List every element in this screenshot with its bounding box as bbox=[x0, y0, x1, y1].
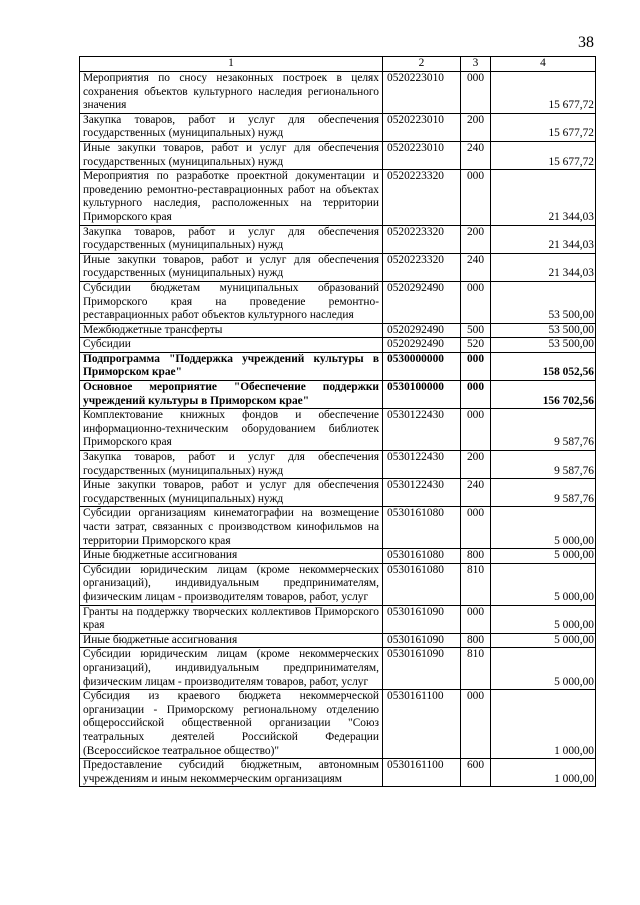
table-row bbox=[80, 352, 596, 380]
row-amount: 53 500,00 bbox=[491, 338, 596, 353]
row-code: 0520223320 bbox=[383, 225, 461, 253]
page-number: 38 bbox=[578, 34, 594, 51]
row-type: 800 bbox=[461, 633, 491, 648]
table-row bbox=[80, 507, 596, 549]
table-row bbox=[80, 253, 596, 281]
table-row bbox=[80, 451, 596, 479]
row-description: Субсидии бюджетам муниципальных образований Приморского края на проведение ремонтно-реставрационных работ объектов культурного наследия bbox=[80, 281, 383, 323]
row-code: 0530161080 bbox=[383, 563, 461, 605]
row-amount: 1 000,00 bbox=[491, 690, 596, 759]
row-code: 0530122430 bbox=[383, 409, 461, 451]
table-row bbox=[80, 281, 596, 323]
row-type: 000 bbox=[461, 72, 491, 114]
row-amount: 158 052,56 bbox=[491, 352, 596, 380]
table-row bbox=[80, 479, 596, 507]
row-code: 0530161090 bbox=[383, 633, 461, 648]
header-row bbox=[80, 57, 596, 72]
row-type: 000 bbox=[461, 605, 491, 633]
table-row bbox=[80, 759, 596, 787]
row-code: 0530000000 bbox=[383, 352, 461, 380]
row-code: 0520223320 bbox=[383, 170, 461, 225]
row-description: Основное мероприятие "Обеспечение поддержки учреждений культуры в Приморском крае" bbox=[80, 381, 383, 409]
row-amount: 5 000,00 bbox=[491, 605, 596, 633]
row-type: 810 bbox=[461, 563, 491, 605]
row-code: 0520292490 bbox=[383, 338, 461, 353]
row-amount: 9 587,76 bbox=[491, 409, 596, 451]
row-type: 810 bbox=[461, 648, 491, 690]
row-type: 800 bbox=[461, 549, 491, 564]
row-code: 0520292490 bbox=[383, 323, 461, 338]
row-amount: 5 000,00 bbox=[491, 563, 596, 605]
row-type: 240 bbox=[461, 253, 491, 281]
table-row bbox=[80, 323, 596, 338]
row-description: Субсидии юридическим лицам (кроме некоммерческих организаций), индивидуальным предпринимателям, физическим лицам - производителям товаров, работ, услуг bbox=[80, 648, 383, 690]
row-amount: 15 677,72 bbox=[491, 141, 596, 169]
header-col-4: 4 bbox=[491, 57, 596, 72]
row-description: Субсидия из краевого бюджета некоммерческой организации - Приморскому региональному отделению общероссийской общественной организации "Союз театральных деятелей Российской Федерации (Всероссийское театральное общество)" bbox=[80, 690, 383, 759]
row-type: 200 bbox=[461, 225, 491, 253]
row-type: 520 bbox=[461, 338, 491, 353]
row-description: Межбюджетные трансферты bbox=[80, 323, 383, 338]
table-row bbox=[80, 409, 596, 451]
table-row bbox=[80, 225, 596, 253]
row-code: 0530100000 bbox=[383, 381, 461, 409]
row-amount: 156 702,56 bbox=[491, 381, 596, 409]
row-code: 0530122430 bbox=[383, 479, 461, 507]
row-type: 500 bbox=[461, 323, 491, 338]
row-amount: 5 000,00 bbox=[491, 648, 596, 690]
row-description: Мероприятия по сносу незаконных построек в целях сохранения объектов культурного наследия регионального значения bbox=[80, 72, 383, 114]
table-row bbox=[80, 170, 596, 225]
row-amount: 53 500,00 bbox=[491, 281, 596, 323]
row-amount: 15 677,72 bbox=[491, 113, 596, 141]
row-code: 0520223010 bbox=[383, 72, 461, 114]
row-code: 0530161100 bbox=[383, 690, 461, 759]
row-code: 0530161090 bbox=[383, 648, 461, 690]
header-col-1: 1 bbox=[80, 57, 383, 72]
header-col-2: 2 bbox=[383, 57, 461, 72]
row-amount: 9 587,76 bbox=[491, 451, 596, 479]
row-description: Мероприятия по разработке проектной документации и проведению ремонтно-реставрационных работ на объектах культурного наследия, расположенных на территории Приморского края bbox=[80, 170, 383, 225]
table-row bbox=[80, 563, 596, 605]
row-type: 240 bbox=[461, 479, 491, 507]
table-row bbox=[80, 690, 596, 759]
budget-table bbox=[79, 56, 596, 787]
row-amount: 5 000,00 bbox=[491, 507, 596, 549]
row-description: Иные закупки товаров, работ и услуг для обеспечения государственных (муниципальных) нужд bbox=[80, 141, 383, 169]
row-description: Гранты на поддержку творческих коллективов Приморского края bbox=[80, 605, 383, 633]
table-row bbox=[80, 338, 596, 353]
header-col-3: 3 bbox=[461, 57, 491, 72]
row-description: Закупка товаров, работ и услуг для обеспечения государственных (муниципальных) нужд bbox=[80, 451, 383, 479]
row-description: Иные закупки товаров, работ и услуг для обеспечения государственных (муниципальных) нужд bbox=[80, 253, 383, 281]
row-amount: 53 500,00 bbox=[491, 323, 596, 338]
row-type: 000 bbox=[461, 409, 491, 451]
row-description: Закупка товаров, работ и услуг для обеспечения государственных (муниципальных) нужд bbox=[80, 225, 383, 253]
row-type: 000 bbox=[461, 381, 491, 409]
table-row bbox=[80, 113, 596, 141]
table-row bbox=[80, 549, 596, 564]
table-row bbox=[80, 381, 596, 409]
row-amount: 5 000,00 bbox=[491, 633, 596, 648]
row-description: Комплектование книжных фондов и обеспечение информационно-техническим оборудованием библиотек Приморского края bbox=[80, 409, 383, 451]
row-code: 0520223320 bbox=[383, 253, 461, 281]
row-description: Иные бюджетные ассигнования bbox=[80, 549, 383, 564]
row-description: Иные бюджетные ассигнования bbox=[80, 633, 383, 648]
row-amount: 21 344,03 bbox=[491, 253, 596, 281]
row-type: 000 bbox=[461, 352, 491, 380]
row-description: Подпрограмма "Поддержка учреждений культуры в Приморском крае" bbox=[80, 352, 383, 380]
row-code: 0520223010 bbox=[383, 141, 461, 169]
row-code: 0520223010 bbox=[383, 113, 461, 141]
row-amount: 21 344,03 bbox=[491, 170, 596, 225]
row-amount: 21 344,03 bbox=[491, 225, 596, 253]
row-type: 600 bbox=[461, 759, 491, 787]
row-amount: 15 677,72 bbox=[491, 72, 596, 114]
row-amount: 9 587,76 bbox=[491, 479, 596, 507]
row-code: 0530122430 bbox=[383, 451, 461, 479]
row-amount: 1 000,00 bbox=[491, 759, 596, 787]
row-code: 0520292490 bbox=[383, 281, 461, 323]
row-type: 000 bbox=[461, 281, 491, 323]
table-row bbox=[80, 72, 596, 114]
row-description: Субсидии bbox=[80, 338, 383, 353]
row-description: Субсидии юридическим лицам (кроме некоммерческих организаций), индивидуальным предпринимателям, физическим лицам - производителям товаров, работ, услуг bbox=[80, 563, 383, 605]
row-code: 0530161080 bbox=[383, 507, 461, 549]
table-row bbox=[80, 605, 596, 633]
row-type: 200 bbox=[461, 451, 491, 479]
row-type: 000 bbox=[461, 690, 491, 759]
table-row bbox=[80, 141, 596, 169]
row-code: 0530161100 bbox=[383, 759, 461, 787]
row-type: 200 bbox=[461, 113, 491, 141]
row-description: Закупка товаров, работ и услуг для обеспечения государственных (муниципальных) нужд bbox=[80, 113, 383, 141]
row-type: 240 bbox=[461, 141, 491, 169]
row-description: Иные закупки товаров, работ и услуг для обеспечения государственных (муниципальных) нужд bbox=[80, 479, 383, 507]
row-code: 0530161090 bbox=[383, 605, 461, 633]
table-row bbox=[80, 633, 596, 648]
table-row bbox=[80, 648, 596, 690]
row-type: 000 bbox=[461, 507, 491, 549]
row-code: 0530161080 bbox=[383, 549, 461, 564]
row-description: Предоставление субсидий бюджетным, автономным учреждениям и иным некоммерческим организациям bbox=[80, 759, 383, 787]
row-type: 000 bbox=[461, 170, 491, 225]
row-amount: 5 000,00 bbox=[491, 549, 596, 564]
row-description: Субсидии организациям кинематографии на возмещение части затрат, связанных с производством кинофильмов на территории Приморского края bbox=[80, 507, 383, 549]
